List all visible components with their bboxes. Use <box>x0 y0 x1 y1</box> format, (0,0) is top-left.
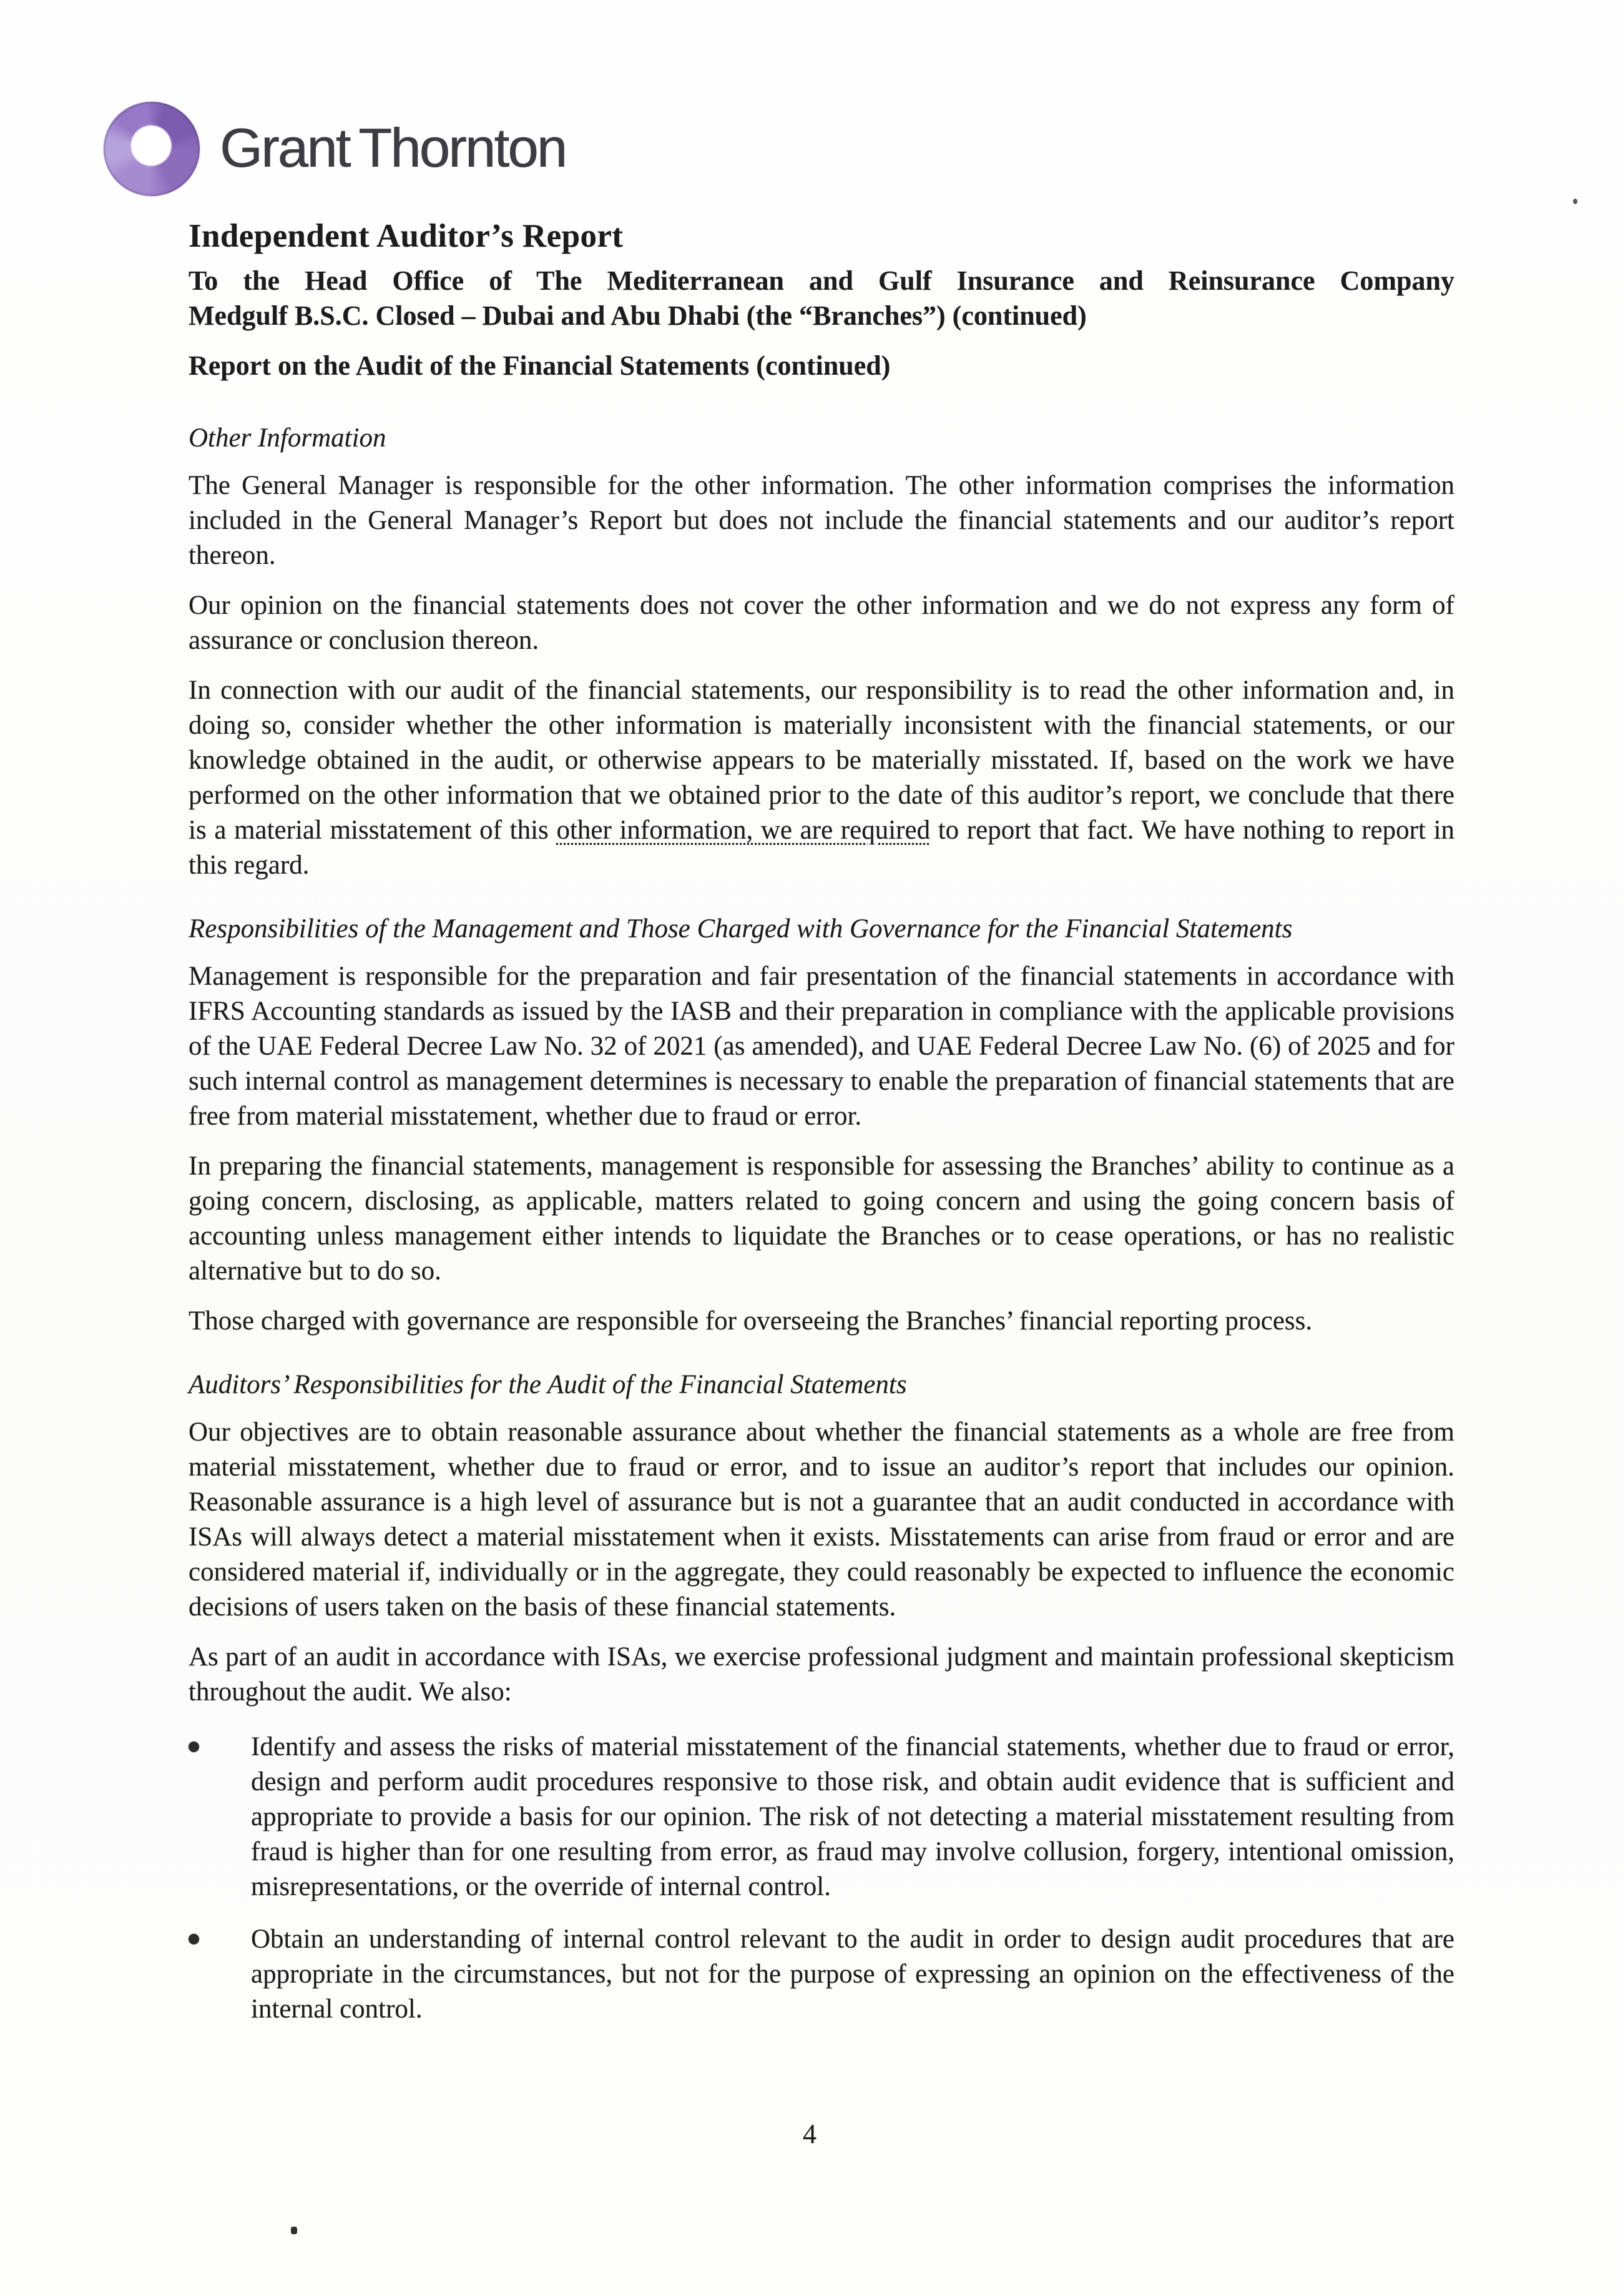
bullet-item-internal-control <box>189 1922 1454 2027</box>
bullet-text: Identify and assess the risks of material misstatement of the financial statements, whether due to fraud or error, design and perform audit procedures responsive to those risk, and obtain audit evidence that is sufficient and appropriate to provide a basis for our opinion. The risk of not detecting a material misstatement resulting from fraud is higher than for one resulting from error, as fraud may involve collusion, forgery, intentional omission, misrepresentations, or the override of internal control. <box>251 1732 1454 1901</box>
management-paragraph-3: Those charged with governance are responsible for overseeing the Branches’ financial reporting process. <box>189 1306 1313 1336</box>
grant-thornton-swirl-icon <box>104 102 200 196</box>
other-information-paragraph-1: The General Manager is responsible for the other information. The other information comprises the information included in the General Manager’s Report but does not include the financial statements and our auditor’s report thereon. <box>189 471 1454 570</box>
paragraph-text: to report that fact. We have nothing to report in this regard. <box>189 815 1455 880</box>
auditors-responsibilities-heading: Auditors’ Responsibilities for the Audit of the Financial Statements <box>189 1370 907 1399</box>
page-title: Independent Auditor’s Report <box>189 218 624 254</box>
auditors-paragraph-2: As part of an audit in accordance with ISAs, we exercise professional judgment and maintain professional skepticism throughout the audit. We also: <box>189 1642 1454 1707</box>
report-section-heading: Report on the Audit of the Financial Statements (continued) <box>189 350 891 381</box>
bullet-text: Obtain an understanding of internal control relevant to the audit in order to design audit procedures that are appropriate in the circumstances, but not for the purpose of expressing an opinion on the effectiveness of the internal control. <box>251 1924 1454 2024</box>
other-information-paragraph-2: Our opinion on the financial statements does not cover the other information and we do not express any form of assurance or conclusion thereon. <box>189 591 1454 655</box>
addressee-line-1: To the Head Office of The Mediterranean and Gulf Insurance and Reinsurance Company <box>189 265 1454 296</box>
bullet-item-identify-risks <box>189 1730 1454 1904</box>
bullet-list <box>189 1730 1454 2027</box>
management-responsibilities-heading: Responsibilities of the Management and Those Charged with Governance for the Financial Statements <box>189 914 1293 944</box>
bullet-dot-icon <box>189 1934 199 1944</box>
scan-speck-top-right <box>1573 199 1577 204</box>
paragraph-text: In connection with our audit of the financial statements, our responsibility is to read the other information and, in doing so, consider whether the other information is materially inconsistent with the financial statements, or our knowledge obtained in the audit, or otherwise appears to be materially misstated. If, based on the work we have performed on the other information that we obtained prior to the date of this auditor’s report, we conclude that there is a material misstatement of this <box>189 676 1454 845</box>
other-information-paragraph-3 <box>189 673 1454 883</box>
underlined-phrase: other information, we are required <box>556 815 931 845</box>
scan-speck-bottom-left <box>291 2227 297 2234</box>
logo-wordmark: Grant Thornton <box>220 117 566 179</box>
bullet-dot-icon <box>189 1742 199 1752</box>
page-number: 4 <box>803 2119 816 2149</box>
management-paragraph-2: In preparing the financial statements, management is responsible for assessing the Branches’ ability to continue as a going concern, disclosing, as applicable, matters related to going concern and using the going concern basis of accounting unless management either intends to liquidate the Branches or to cease operations, or has no realistic alternative but to do so. <box>189 1151 1454 1286</box>
other-information-heading: Other Information <box>189 423 386 453</box>
addressee-line-2: Medgulf B.S.C. Closed – Dubai and Abu Dhabi (the “Branches”) (continued) <box>189 300 1087 331</box>
management-paragraph-1: Management is responsible for the preparation and fair presentation of the financial statements in accordance with IFRS Accounting standards as issued by the IASB and their preparation in compliance with the applicable provisions of the UAE Federal Decree Law No. 32 of 2021 (as amended), and UAE Federal Decree Law No. (6) of 2025 and for such internal control as management determines is necessary to enable the preparation of financial statements that are free from material misstatement, whether due to fraud or error. <box>189 962 1454 1131</box>
auditors-paragraph-1: Our objectives are to obtain reasonable assurance about whether the financial statements as a whole are free from material misstatement, whether due to fraud or error, and to issue an auditor’s report that includes our opinion. Reasonable assurance is a high level of assurance but is not a guarantee that an audit conducted in accordance with ISAs will always detect a material misstatement when it exists. Misstatements can arise from fraud or error and are considered material if, individually or in the aggregate, they could reasonably be expected to influence the economic decisions of users taken on the basis of these financial statements. <box>189 1417 1454 1622</box>
document-body <box>189 217 1454 2027</box>
